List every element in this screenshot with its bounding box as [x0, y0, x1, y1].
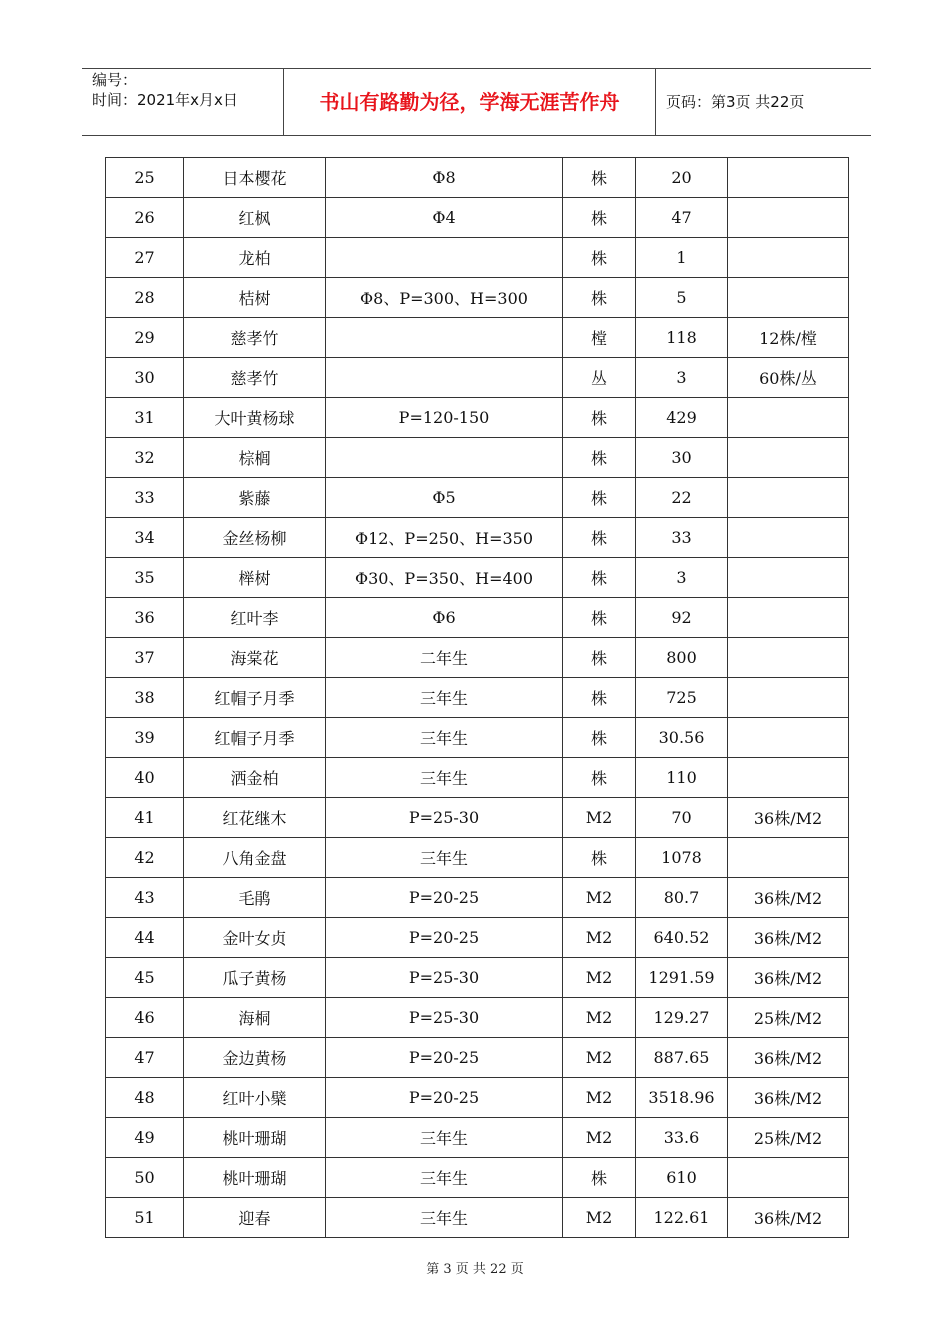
unit-cell: M2: [563, 918, 636, 958]
row-number-cell: 34: [106, 518, 184, 558]
plant-name-cell: 桃叶珊瑚: [184, 1158, 326, 1198]
remark-cell: 12株/樘: [728, 318, 849, 358]
remark-cell: [728, 278, 849, 318]
spec-cell: P=20-25: [326, 878, 563, 918]
plant-name-cell: 金丝杨柳: [184, 518, 326, 558]
spec-cell: P=25-30: [326, 998, 563, 1038]
table-row: [106, 1038, 849, 1078]
row-number-cell: 40: [106, 758, 184, 798]
quantity-cell: 610: [636, 1158, 728, 1198]
plant-name-cell: 八角金盘: [184, 838, 326, 878]
row-number-cell: 33: [106, 478, 184, 518]
page-header: [82, 68, 871, 136]
unit-cell: 樘: [563, 318, 636, 358]
remark-cell: 36株/M2: [728, 1198, 849, 1238]
plant-name-cell: 洒金柏: [184, 758, 326, 798]
plant-name-cell: 慈孝竹: [184, 358, 326, 398]
remark-cell: [728, 238, 849, 278]
remark-cell: [728, 598, 849, 638]
plant-name-cell: 海桐: [184, 998, 326, 1038]
row-number-cell: 42: [106, 838, 184, 878]
remark-cell: [728, 678, 849, 718]
row-number-cell: 48: [106, 1078, 184, 1118]
spec-cell: 三年生: [326, 838, 563, 878]
unit-cell: 株: [563, 1158, 636, 1198]
plant-name-cell: 红叶李: [184, 598, 326, 638]
quantity-cell: 30.56: [636, 718, 728, 758]
quantity-cell: 110: [636, 758, 728, 798]
page-footer: [0, 1258, 950, 1277]
spec-cell: Φ6: [326, 598, 563, 638]
spec-cell: 三年生: [326, 1158, 563, 1198]
quantity-cell: 725: [636, 678, 728, 718]
table-row: [106, 1078, 849, 1118]
quantity-cell: 30: [636, 438, 728, 478]
quantity-cell: 47: [636, 198, 728, 238]
plant-name-cell: 日本樱花: [184, 158, 326, 198]
spec-cell: Φ8、P=300、H=300: [326, 278, 563, 318]
plant-name-cell: 迎春: [184, 1198, 326, 1238]
spec-cell: [326, 318, 563, 358]
header-motto: 书山有路勤为径，学海无涯苦作舟: [284, 69, 656, 135]
quantity-cell: 20: [636, 158, 728, 198]
quantity-cell: 122.61: [636, 1198, 728, 1238]
plant-name-cell: 桔树: [184, 278, 326, 318]
row-number-cell: 43: [106, 878, 184, 918]
plant-name-cell: 榉树: [184, 558, 326, 598]
unit-cell: 株: [563, 158, 636, 198]
remark-cell: 36株/M2: [728, 918, 849, 958]
quantity-cell: 80.7: [636, 878, 728, 918]
row-number-cell: 45: [106, 958, 184, 998]
plant-name-cell: 金叶女贞: [184, 918, 326, 958]
remark-cell: [728, 158, 849, 198]
row-number-cell: 26: [106, 198, 184, 238]
spec-cell: 三年生: [326, 1118, 563, 1158]
quantity-cell: 3: [636, 358, 728, 398]
row-number-cell: 37: [106, 638, 184, 678]
table-row: [106, 1158, 849, 1198]
unit-cell: 株: [563, 278, 636, 318]
footer-page-number: 第 3 页 共 22 页: [426, 1262, 524, 1277]
unit-cell: 株: [563, 638, 636, 678]
plant-table-body: [106, 158, 849, 1238]
spec-cell: 三年生: [326, 758, 563, 798]
unit-cell: 株: [563, 478, 636, 518]
row-number-cell: 46: [106, 998, 184, 1038]
plant-name-cell: 大叶黄杨球: [184, 398, 326, 438]
plant-name-cell: 红帽子月季: [184, 718, 326, 758]
table-row: [106, 518, 849, 558]
spec-cell: P=25-30: [326, 958, 563, 998]
quantity-cell: 92: [636, 598, 728, 638]
plant-name-cell: 紫藤: [184, 478, 326, 518]
table-row: [106, 958, 849, 998]
row-number-cell: 49: [106, 1118, 184, 1158]
row-number-cell: 31: [106, 398, 184, 438]
row-number-cell: 41: [106, 798, 184, 838]
plant-name-cell: 红帽子月季: [184, 678, 326, 718]
table-row: [106, 718, 849, 758]
quantity-cell: 3518.96: [636, 1078, 728, 1118]
spec-cell: [326, 438, 563, 478]
table-row: [106, 918, 849, 958]
spec-cell: Φ5: [326, 478, 563, 518]
table-row: [106, 358, 849, 398]
header-meta: [82, 69, 284, 135]
spec-cell: P=25-30: [326, 798, 563, 838]
quantity-cell: 22: [636, 478, 728, 518]
table-row: [106, 558, 849, 598]
remark-cell: [728, 718, 849, 758]
table-row: [106, 1118, 849, 1158]
table-row: [106, 798, 849, 838]
plant-name-cell: 瓜子黄杨: [184, 958, 326, 998]
remark-cell: [728, 478, 849, 518]
remark-cell: [728, 838, 849, 878]
unit-cell: 株: [563, 198, 636, 238]
unit-cell: M2: [563, 1198, 636, 1238]
plant-name-cell: 红枫: [184, 198, 326, 238]
quantity-cell: 70: [636, 798, 728, 838]
unit-cell: M2: [563, 1038, 636, 1078]
row-number-cell: 30: [106, 358, 184, 398]
row-number-cell: 28: [106, 278, 184, 318]
row-number-cell: 38: [106, 678, 184, 718]
row-number-cell: 50: [106, 1158, 184, 1198]
unit-cell: M2: [563, 1078, 636, 1118]
unit-cell: 株: [563, 558, 636, 598]
remark-cell: [728, 198, 849, 238]
quantity-cell: 3: [636, 558, 728, 598]
table-row: [106, 838, 849, 878]
table-row: [106, 998, 849, 1038]
document-time: 时间：2021年x月x日: [92, 91, 238, 109]
document-number: 编号：: [92, 71, 138, 89]
table-row: [106, 398, 849, 438]
table-row: [106, 678, 849, 718]
spec-cell: P=20-25: [326, 1078, 563, 1118]
quantity-cell: 33.6: [636, 1118, 728, 1158]
unit-cell: 株: [563, 398, 636, 438]
row-number-cell: 36: [106, 598, 184, 638]
quantity-cell: 800: [636, 638, 728, 678]
row-number-cell: 27: [106, 238, 184, 278]
unit-cell: 株: [563, 718, 636, 758]
table-row: [106, 238, 849, 278]
table-row: [106, 598, 849, 638]
remark-cell: 25株/M2: [728, 1118, 849, 1158]
remark-cell: [728, 558, 849, 598]
unit-cell: 株: [563, 758, 636, 798]
table-row: [106, 758, 849, 798]
remark-cell: 36株/M2: [728, 878, 849, 918]
unit-cell: M2: [563, 958, 636, 998]
quantity-cell: 429: [636, 398, 728, 438]
spec-cell: [326, 238, 563, 278]
unit-cell: 株: [563, 838, 636, 878]
plant-name-cell: 海棠花: [184, 638, 326, 678]
table-row: [106, 1198, 849, 1238]
remark-cell: [728, 1158, 849, 1198]
spec-cell: 三年生: [326, 1198, 563, 1238]
unit-cell: M2: [563, 998, 636, 1038]
table-row: [106, 638, 849, 678]
quantity-cell: 33: [636, 518, 728, 558]
spec-cell: 三年生: [326, 678, 563, 718]
table-row: [106, 438, 849, 478]
plant-name-cell: 红花继木: [184, 798, 326, 838]
remark-cell: 25株/M2: [728, 998, 849, 1038]
plant-name-cell: 桃叶珊瑚: [184, 1118, 326, 1158]
plant-name-cell: 龙柏: [184, 238, 326, 278]
row-number-cell: 25: [106, 158, 184, 198]
spec-cell: P=20-25: [326, 1038, 563, 1078]
table-row: [106, 878, 849, 918]
quantity-cell: 1078: [636, 838, 728, 878]
table-row: [106, 478, 849, 518]
spec-cell: Φ30、P=350、H=400: [326, 558, 563, 598]
unit-cell: 株: [563, 678, 636, 718]
spec-cell: [326, 358, 563, 398]
plant-name-cell: 棕榈: [184, 438, 326, 478]
plant-name-cell: 慈孝竹: [184, 318, 326, 358]
remark-cell: [728, 518, 849, 558]
quantity-cell: 118: [636, 318, 728, 358]
header-page-number: 页码：第3页 共22页: [666, 93, 805, 111]
table-row: [106, 158, 849, 198]
remark-cell: [728, 758, 849, 798]
quantity-cell: 1: [636, 238, 728, 278]
quantity-cell: 5: [636, 278, 728, 318]
remark-cell: 36株/M2: [728, 1038, 849, 1078]
spec-cell: 三年生: [326, 718, 563, 758]
quantity-cell: 129.27: [636, 998, 728, 1038]
remark-cell: 60株/丛: [728, 358, 849, 398]
table-row: [106, 318, 849, 358]
unit-cell: M2: [563, 1118, 636, 1158]
spec-cell: P=120-150: [326, 398, 563, 438]
remark-cell: [728, 438, 849, 478]
remark-cell: 36株/M2: [728, 798, 849, 838]
plant-table: [105, 157, 849, 1238]
remark-cell: [728, 638, 849, 678]
unit-cell: 株: [563, 518, 636, 558]
spec-cell: Φ4: [326, 198, 563, 238]
row-number-cell: 44: [106, 918, 184, 958]
spec-cell: 二年生: [326, 638, 563, 678]
plant-name-cell: 红叶小檗: [184, 1078, 326, 1118]
unit-cell: M2: [563, 798, 636, 838]
spec-cell: Φ12、P=250、H=350: [326, 518, 563, 558]
row-number-cell: 35: [106, 558, 184, 598]
row-number-cell: 29: [106, 318, 184, 358]
quantity-cell: 1291.59: [636, 958, 728, 998]
plant-name-cell: 毛鹃: [184, 878, 326, 918]
spec-cell: Φ8: [326, 158, 563, 198]
table-row: [106, 198, 849, 238]
unit-cell: 丛: [563, 358, 636, 398]
unit-cell: M2: [563, 878, 636, 918]
remark-cell: 36株/M2: [728, 958, 849, 998]
remark-cell: [728, 398, 849, 438]
unit-cell: 株: [563, 238, 636, 278]
row-number-cell: 39: [106, 718, 184, 758]
unit-cell: 株: [563, 438, 636, 478]
plant-name-cell: 金边黄杨: [184, 1038, 326, 1078]
unit-cell: 株: [563, 598, 636, 638]
row-number-cell: 51: [106, 1198, 184, 1238]
quantity-cell: 640.52: [636, 918, 728, 958]
row-number-cell: 47: [106, 1038, 184, 1078]
quantity-cell: 887.65: [636, 1038, 728, 1078]
row-number-cell: 32: [106, 438, 184, 478]
remark-cell: 36株/M2: [728, 1078, 849, 1118]
table-row: [106, 278, 849, 318]
spec-cell: P=20-25: [326, 918, 563, 958]
